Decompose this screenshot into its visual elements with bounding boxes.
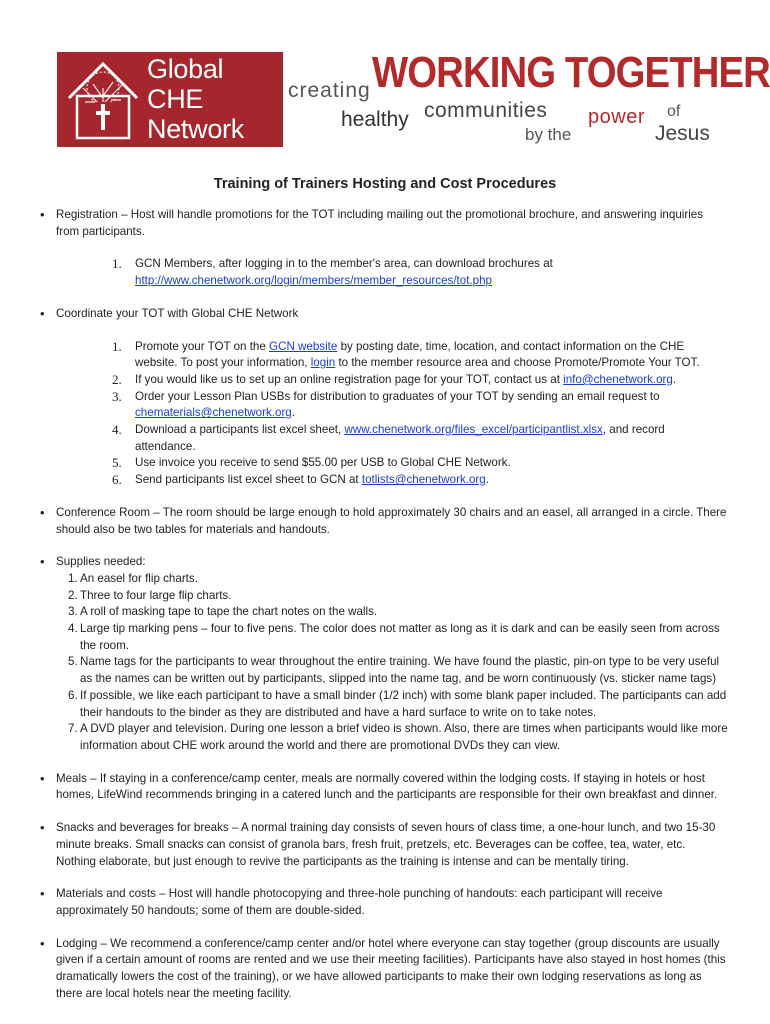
list-item (38, 654, 728, 687)
list-number: 6. (112, 472, 122, 488)
list-number: 4. (68, 622, 78, 636)
tagline-by-the: by the (525, 125, 572, 144)
bullet-supplies: • Supplies needed: (38, 554, 728, 571)
bullet-snacks: • Snacks and beverages for breaks – A normal training day consists of seven hours of class time, a one-hour lunch, and two 15-30 minute breaks. Small snacks can consist of granola bars, fresh fruit, pretzels, etc. Beverages can be coffee, tea, water, etc. Nothing elaborate, but just enough to revive the participants as the training is intense and can be mentally tiring. (38, 820, 728, 870)
list-text: Send participants list excel sheet to GCN at (135, 473, 362, 487)
list-item (38, 455, 728, 472)
login-link[interactable]: login (310, 356, 336, 370)
list-item (38, 422, 728, 455)
chematerials-email-link[interactable]: chematerials@chenetwork.org (135, 406, 292, 420)
list-item (38, 604, 728, 621)
tagline-power: power (588, 106, 645, 128)
bullet-conference-room: • Conference Room – The room should be large enough to hold approximately 30 chairs and an easel, all arranged in a circle. There should also be two tables for materials and handouts. (38, 505, 728, 538)
logo-line-che: CHE (147, 84, 204, 114)
bullet-meals: • Meals – If staying in a conference/camp center, meals are normally covered within the lodging costs. If staying in hotels or host homes, LifeWind recommends bringing in a catered lunch and the participants are responsible for their own breakfast and dinner. (38, 771, 728, 804)
bullet-coordinate: • Coordinate your TOT with Global CHE Network (38, 306, 728, 323)
list-number: 4. (112, 422, 122, 438)
participant-list-link[interactable]: www.chenetwork.org/files_excel/participantlist.xlsx (344, 423, 603, 437)
list-number: 1. (68, 571, 78, 585)
logo-line-network: Network (147, 114, 244, 144)
tagline-working-together: WORKING TOGETHER (372, 48, 770, 97)
list-item (38, 472, 728, 489)
bullet-lodging: • Lodging – We recommend a conference/camp center and/or hotel where everyone can stay together (group discounts are usually given if a certain amount of rooms are rented and we use their meeting facilities). Participants have also stayed in host homes (this dramatically lowers the cost of the training), or we have allowed participants to make their own lodging reservations as long as there are local hotels near the meeting facility. (38, 936, 728, 1003)
logo-line-global: Global (147, 54, 224, 84)
list-text: . (485, 473, 489, 487)
gcn-website-link[interactable]: GCN website (269, 339, 338, 353)
list-text: Large tip marking pens – four to five pens. The color does not matter as long as it is dark and can be easily seen from across the room. (80, 622, 720, 652)
list-text: Order your Lesson Plan USBs for distribution to graduates of your TOT by sending an email request to (135, 389, 660, 403)
list-text: If possible, we like each participant to have a small binder (1/2 inch) with some blank paper included. The participants can add their handouts to the binder as they are distributed and have a hard surface to write on to take notes. (80, 688, 727, 719)
tagline-creating: creating (288, 79, 371, 102)
list-item (38, 339, 728, 372)
list-number: 5. (112, 455, 122, 471)
tagline-communities: communities (424, 99, 548, 122)
bullet-materials: • Materials and costs – Host will handle photocopying and three-hole punching of handouts: each participant will receive approximately 50 handouts; some of them are double-sided. (38, 886, 728, 919)
list-text: Download a participants list excel sheet, (135, 423, 345, 437)
list-text: Promote your TOT on the (135, 339, 270, 353)
list-text: . (672, 372, 677, 386)
tagline-of: of (667, 103, 681, 120)
global-che-network-logo (57, 52, 283, 147)
info-email-link[interactable]: info@chenetwork.org (563, 372, 673, 386)
list-number: 2. (68, 588, 78, 602)
list-text: Name tags for the participants to wear throughout the entire training. We have found the plastic, pin-on type to be very useful as the names can be written out by participants, slipped into the name tag, and be worn continuously (vs. sticker name tags) (80, 655, 720, 686)
list-item (38, 372, 728, 389)
tagline-jesus: Jesus (655, 122, 710, 145)
tot-brochure-link[interactable]: http://www.chenetwork.org/login/members/member_resources/tot.php (135, 274, 492, 288)
list-number: 1. (112, 338, 122, 354)
page-title: Training of Trainers Hosting and Cost Procedures (213, 176, 557, 192)
list-text: to the member resource area and choose Promote/Promote Your TOT. (335, 356, 700, 370)
list-text: An easel for flip charts. (80, 571, 198, 585)
list-text: A DVD player and television. During one lesson a brief video is shown. Also, there are times when participants would like more information about CHE work around the world and there are promotional DVDs they can view. (80, 722, 728, 752)
list-number: 3. (112, 388, 122, 404)
list-text: A roll of masking tape to tape the chart notes on the walls. (80, 605, 378, 619)
list-item (38, 588, 728, 605)
list-text: Use invoice you receive to send $55.00 per USB to Global CHE Network. (135, 456, 511, 470)
house-tree-cross-icon (65, 58, 141, 142)
list-text: Three to four large flip charts. (80, 588, 232, 602)
list-text: If you would like us to set up an online registration page for your TOT, contact us at (135, 372, 564, 386)
list-number: 5. (68, 655, 78, 669)
document-body (38, 207, 728, 1002)
list-text: , and record attendance. (135, 423, 665, 453)
list-number: 7. (68, 722, 78, 736)
list-item (38, 256, 728, 289)
list-number: 3. (68, 605, 78, 619)
list-item (38, 688, 728, 721)
list-item (38, 389, 728, 422)
list-text: . (291, 406, 295, 420)
list-number: 6. (68, 688, 78, 702)
list-text: GCN Members, after logging in to the member's area, can download brochures at (135, 257, 553, 271)
list-item (38, 571, 728, 588)
list-text: by posting date, time, location, and contact information on the CHE website. To post your information, (135, 339, 685, 370)
list-item (38, 621, 728, 654)
logo-text (147, 54, 244, 144)
list-number: 2. (112, 371, 122, 387)
list-item (38, 721, 728, 754)
tagline-healthy: healthy (341, 108, 409, 131)
totlists-email-link[interactable]: totlists@chenetwork.org (361, 473, 486, 487)
list-number: 1. (112, 256, 122, 272)
bullet-registration: • Registration – Host will handle promotions for the TOT including mailing out the promotional brochure, and answering inquiries from participants. (38, 207, 728, 240)
